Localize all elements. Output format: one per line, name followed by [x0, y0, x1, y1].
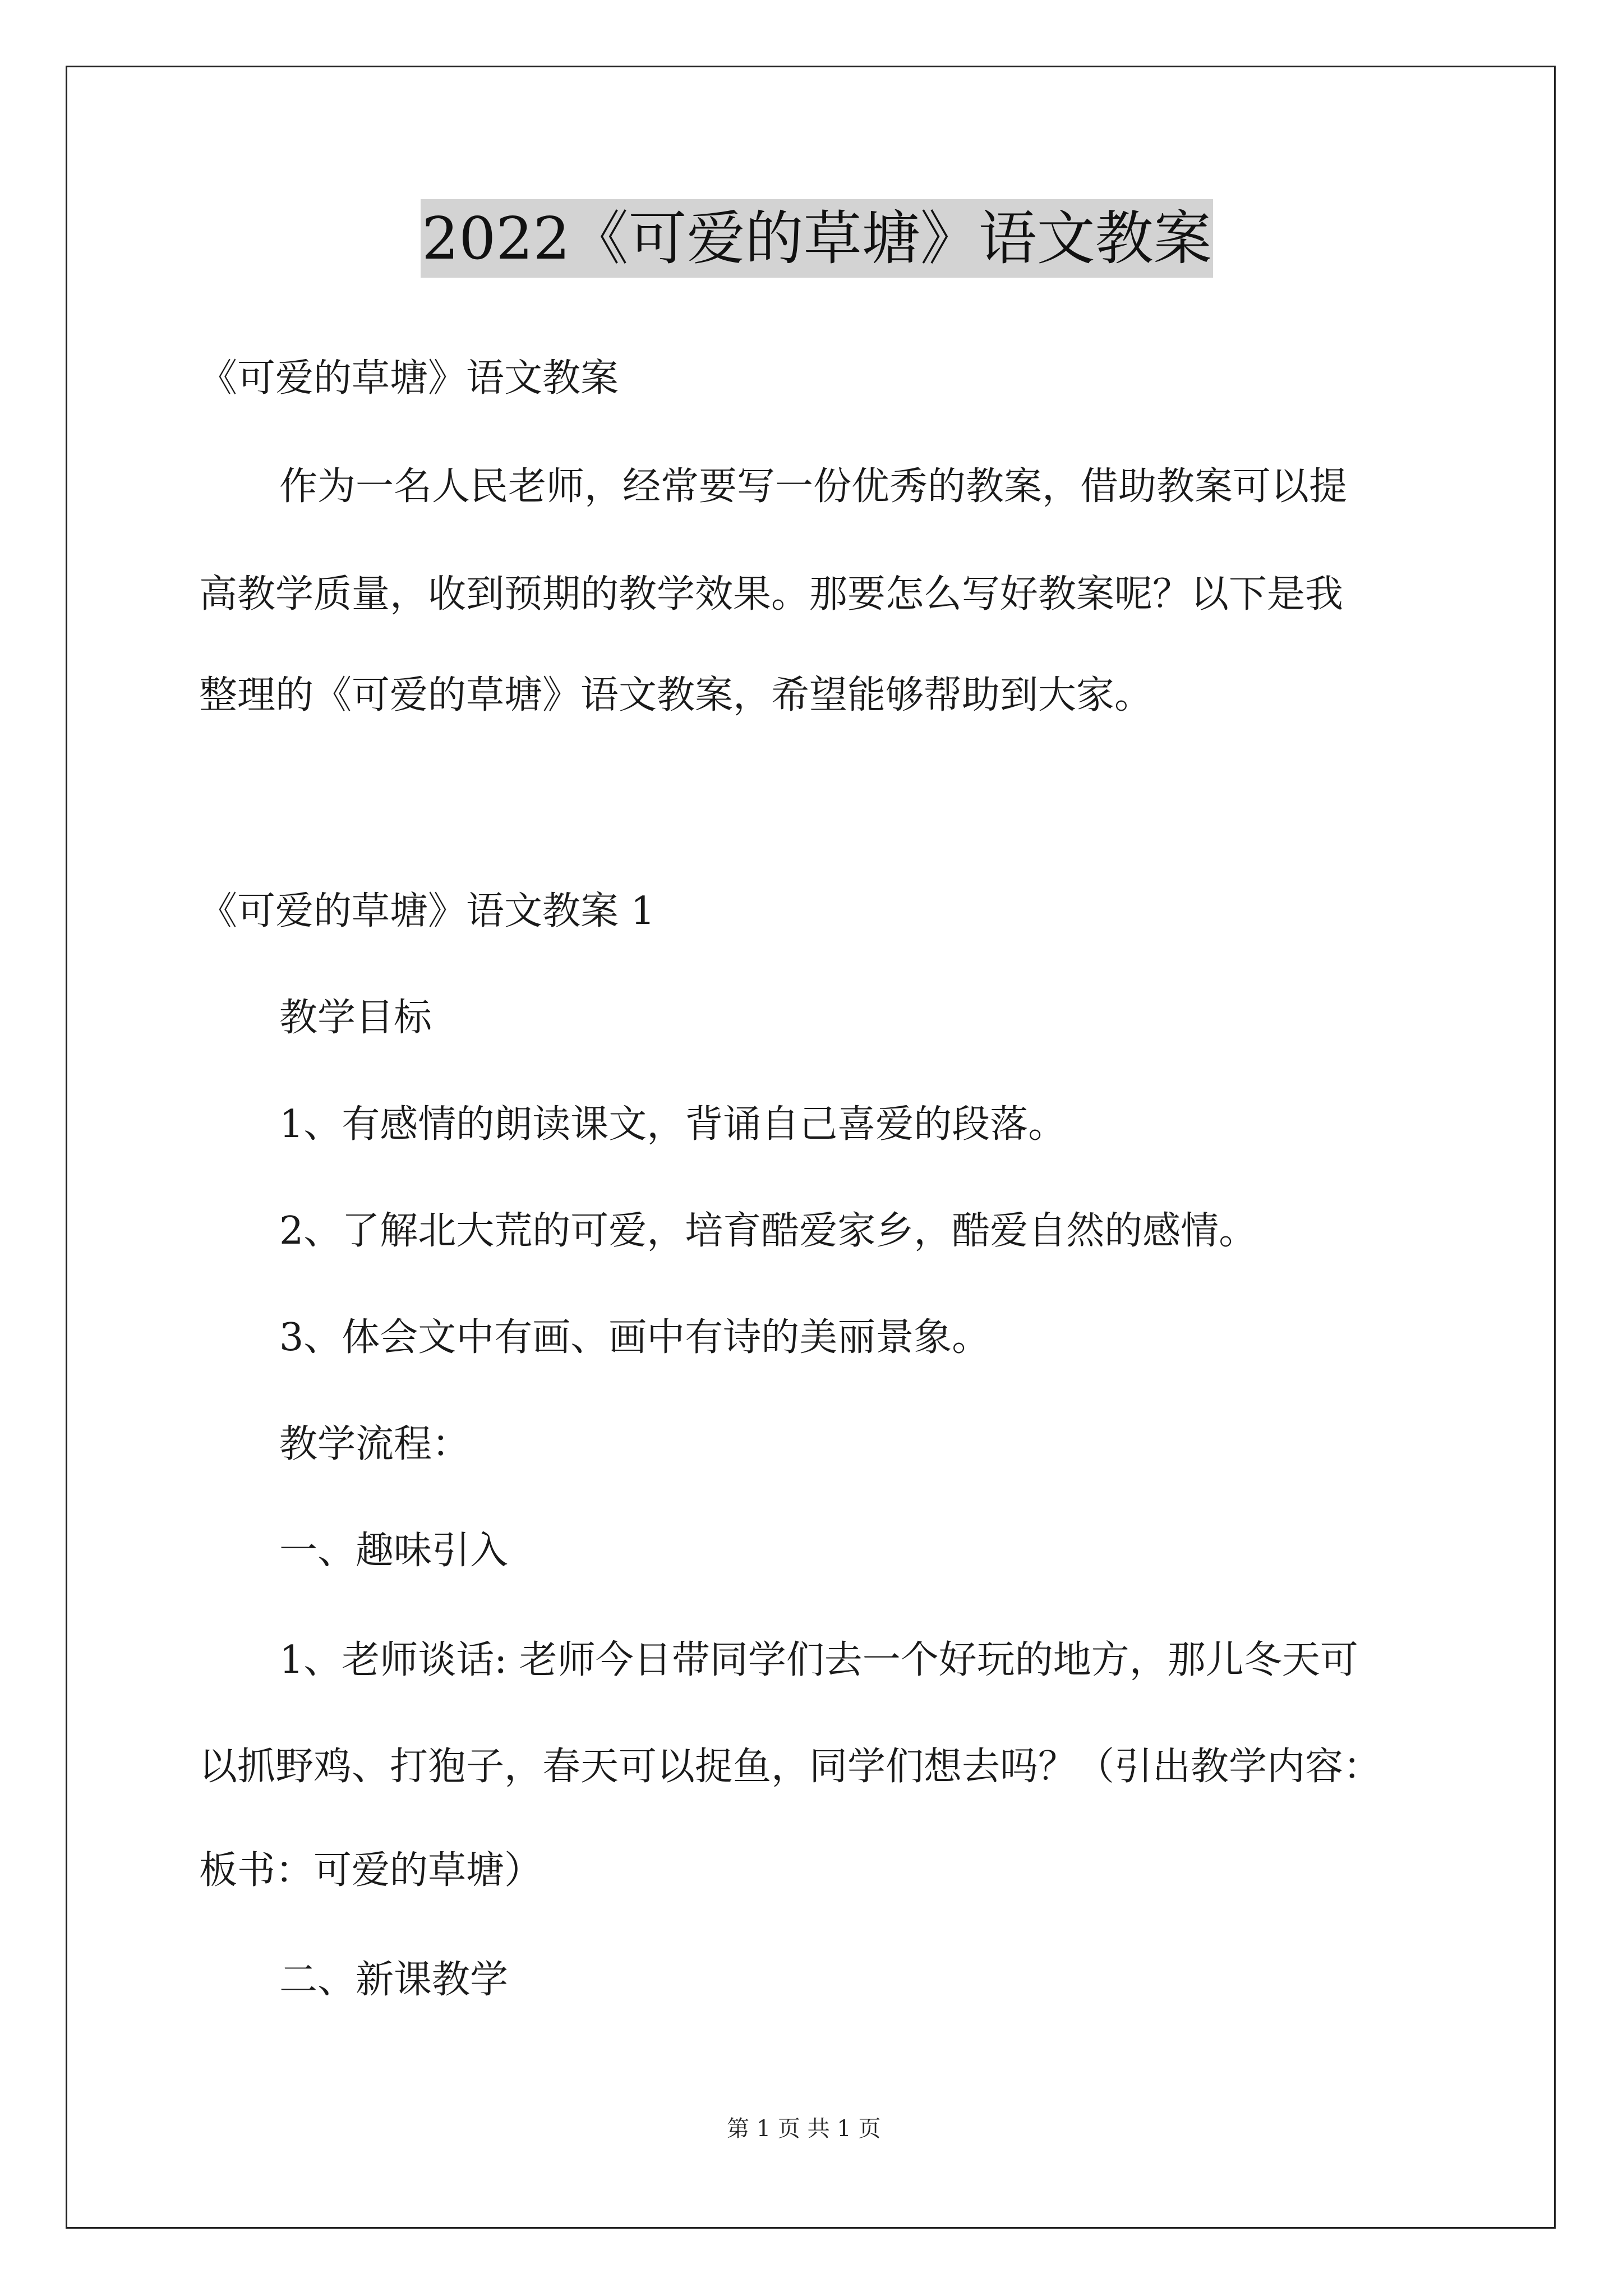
goal-item-3: 3、体会文中有画、画中有诗的美丽景象。 — [279, 1315, 990, 1360]
section-heading-1: 《可爱的草塘》语文教案 1 — [199, 889, 655, 933]
teaching-goals-heading: 教学目标 — [279, 996, 432, 1040]
goal-item-1: 1、有感情的朗读课文，背诵自己喜爱的段落。 — [279, 1102, 1067, 1147]
intro-line-1: 作为一名人民老师，经常要写一份优秀的教案，借助教案可以提 — [279, 464, 1348, 509]
page-footer: 第 1 页 共 1 页 — [727, 2116, 881, 2142]
subtitle-line: 《可爱的草塘》语文教案 — [199, 356, 619, 401]
intro-line-3: 整理的《可爱的草塘》语文教案，希望能够帮助到大家。 — [199, 673, 1153, 717]
process-step-1-heading: 一、趣味引入 — [279, 1529, 509, 1573]
process-text-line-1: 1、老师谈话: 老师今日带同学们去一个好玩的地方，那儿冬天可 — [279, 1638, 1358, 1682]
process-step-2-heading: 二、新课教学 — [279, 1958, 509, 2002]
teaching-process-heading: 教学流程： — [279, 1422, 471, 1466]
goal-item-2: 2、了解北大荒的可爱，培育酷爱家乡，酷爱自然的感情。 — [279, 1209, 1257, 1253]
document-title: 2022《可爱的草塘》语文教案 — [421, 199, 1213, 278]
process-text-line-3: 板书：可爱的草塘） — [199, 1848, 543, 1893]
intro-line-2: 高教学质量，收到预期的教学效果。那要怎么写好教案呢？以下是我 — [199, 572, 1344, 616]
process-text-line-2: 以抓野鸡、打狍子，春天可以捉鱼，同学们想去吗？（引出教学内容： — [199, 1745, 1382, 1789]
